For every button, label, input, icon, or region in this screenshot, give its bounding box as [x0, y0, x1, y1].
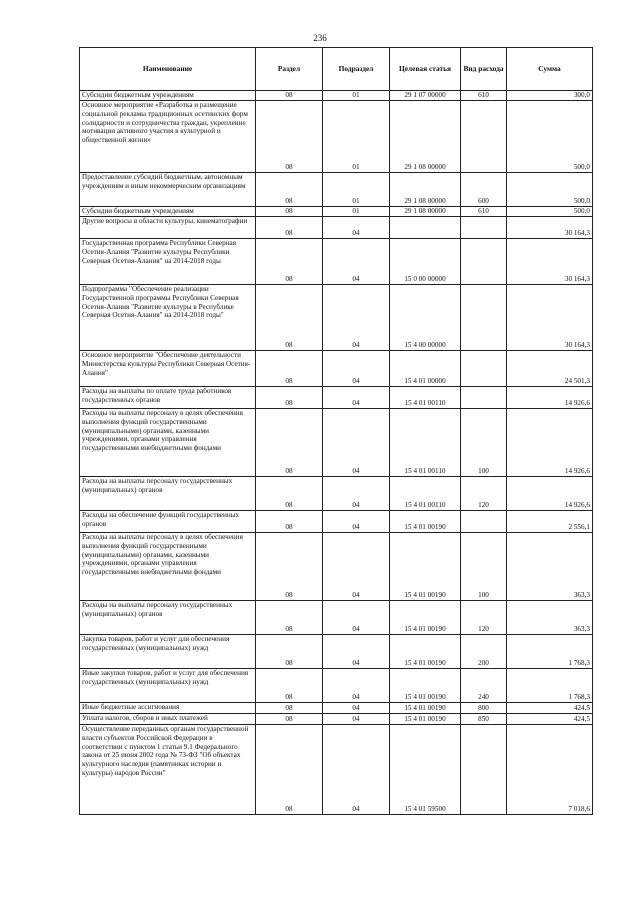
row-expense-type: 100 — [461, 409, 507, 477]
row-subsection: 01 — [323, 101, 390, 173]
row-subsection: 04 — [323, 703, 390, 714]
row-section: 08 — [256, 387, 323, 409]
row-target: 15 0 00 00000 — [390, 239, 461, 285]
table-row — [80, 601, 593, 635]
row-subsection: 04 — [323, 351, 390, 387]
row-section: 08 — [256, 285, 323, 351]
row-expense-type — [461, 511, 507, 533]
row-amount: 424,5 — [507, 714, 593, 725]
row-expense-type — [461, 351, 507, 387]
row-target: 29 1 07 00000 — [390, 91, 461, 101]
row-target — [390, 217, 461, 239]
row-target: 15 4 01 00190 — [390, 511, 461, 533]
row-subsection: 04 — [323, 511, 390, 533]
row-target: 15 4 01 00190 — [390, 533, 461, 601]
table-row — [80, 91, 593, 101]
row-target: 15 4 01 00190 — [390, 635, 461, 669]
table-row — [80, 173, 593, 207]
table-row — [80, 714, 593, 725]
row-name: Расходы на выплаты персоналу в целях обеспечения выполнения функций государственными (муниципальными) органами, казенными учреждениями, органами управления государственными внебюджетными фондами — [80, 409, 256, 477]
row-name: Закупка товаров, работ и услуг для обеспечения государственных (муниципальных) нужд — [80, 635, 256, 669]
row-name: Уплата налогов, сборов и иных платежей — [80, 714, 256, 725]
row-target: 29 1 08 00000 — [390, 101, 461, 173]
budget-table — [79, 47, 593, 815]
row-expense-type: 800 — [461, 703, 507, 714]
row-amount: 14 926,6 — [507, 387, 593, 409]
row-expense-type: 240 — [461, 669, 507, 703]
row-target: 15 4 01 00000 — [390, 351, 461, 387]
row-expense-type: 610 — [461, 91, 507, 101]
row-amount: 500,0 — [507, 101, 593, 173]
row-subsection: 04 — [323, 217, 390, 239]
row-amount: 363,3 — [507, 533, 593, 601]
row-subsection: 01 — [323, 173, 390, 207]
row-target: 15 4 01 00190 — [390, 714, 461, 725]
row-subsection: 04 — [323, 714, 390, 725]
row-name: Осуществление переданных органам государственной власти субъектов Российской Федерации в соответствии с пунктом 1 статьи 9.1 Федерального закона от 25 июня 2002 года № 73-ФЗ "Об объектах культурного наследия (памятниках истории и культуры) народов России" — [80, 725, 256, 815]
row-expense-type — [461, 387, 507, 409]
header-target: Целевая статья — [390, 48, 461, 91]
row-amount: 30 164,3 — [507, 285, 593, 351]
row-target: 29 1 08 00000 — [390, 207, 461, 217]
row-name: Расходы на выплаты персоналу государственных (муниципальных) органов — [80, 601, 256, 635]
row-amount: 363,3 — [507, 601, 593, 635]
row-expense-type: 120 — [461, 477, 507, 511]
table-row — [80, 387, 593, 409]
row-section: 08 — [256, 533, 323, 601]
table-row — [80, 207, 593, 217]
row-name: Другие вопросы в области культуры, кинематографии — [80, 217, 256, 239]
row-section: 08 — [256, 511, 323, 533]
table-row — [80, 533, 593, 601]
row-name: Государственная программа Республики Северная Осетия-Алания "Развитие культуры Республики Северная Осетия-Алания" на 2014-2018 годы — [80, 239, 256, 285]
row-name: Расходы на выплаты персоналу государственных (муниципальных) органов — [80, 477, 256, 511]
row-section: 08 — [256, 91, 323, 101]
row-expense-type: 600 — [461, 173, 507, 207]
row-name: Расходы на выплаты по оплате труда работников государственных органов — [80, 387, 256, 409]
header-section: Раздел — [256, 48, 323, 91]
table-row — [80, 511, 593, 533]
row-subsection: 01 — [323, 91, 390, 101]
row-section: 08 — [256, 669, 323, 703]
row-target: 15 4 00 00000 — [390, 285, 461, 351]
row-amount: 14 926,6 — [507, 409, 593, 477]
row-section: 08 — [256, 207, 323, 217]
row-amount: 1 768,3 — [507, 669, 593, 703]
row-subsection: 04 — [323, 409, 390, 477]
row-name: Расходы на обеспечение функций государственных органов — [80, 511, 256, 533]
row-target: 29 1 08 00000 — [390, 173, 461, 207]
table-row — [80, 351, 593, 387]
row-subsection: 04 — [323, 387, 390, 409]
row-amount: 30 164,3 — [507, 217, 593, 239]
table-row — [80, 703, 593, 714]
row-section: 08 — [256, 703, 323, 714]
row-section: 08 — [256, 351, 323, 387]
row-expense-type: 200 — [461, 635, 507, 669]
row-target: 15 4 01 00110 — [390, 409, 461, 477]
row-expense-type: 100 — [461, 533, 507, 601]
row-name: Иные бюджетные ассигнования — [80, 703, 256, 714]
row-name: Подпрограмма "Обеспечение реализации Государственной программы Республики Северная Осетия-Алания "Развитие культуры в Республике Северная Осетия-Алания" на 2014-2018 годы" — [80, 285, 256, 351]
row-subsection: 04 — [323, 601, 390, 635]
row-expense-type: 610 — [461, 207, 507, 217]
row-section: 08 — [256, 714, 323, 725]
header-subsection: Подраздел — [323, 48, 390, 91]
row-amount: 424,5 — [507, 703, 593, 714]
table-row — [80, 725, 593, 815]
row-amount: 300,0 — [507, 91, 593, 101]
row-name: Субсидии бюджетным учреждениям — [80, 207, 256, 217]
row-amount: 14 926,6 — [507, 477, 593, 511]
row-section: 08 — [256, 409, 323, 477]
row-name: Расходы на выплаты персоналу в целях обеспечения выполнения функций государственными (муниципальными) органами, казенными учреждениями, органами управления государственными внебюджетными фондами — [80, 533, 256, 601]
table-row — [80, 669, 593, 703]
row-section: 08 — [256, 601, 323, 635]
row-target: 15 4 01 00190 — [390, 703, 461, 714]
header-name: Наименование — [80, 48, 256, 91]
row-target: 15 4 01 00190 — [390, 669, 461, 703]
row-target: 15 4 01 00190 — [390, 601, 461, 635]
row-amount: 1 768,3 — [507, 635, 593, 669]
row-name: Основное мероприятие "Обеспечение деятельности Министерства культуры Республики Северная Осетия-Алания" — [80, 351, 256, 387]
row-name: Субсидии бюджетным учреждениям — [80, 91, 256, 101]
row-name: Иные закупки товаров, работ и услуг для обеспечения государственных (муниципальных) нужд — [80, 669, 256, 703]
table-row — [80, 217, 593, 239]
row-amount: 24 501,3 — [507, 351, 593, 387]
row-section: 08 — [256, 725, 323, 815]
row-subsection: 04 — [323, 725, 390, 815]
row-subsection: 04 — [323, 533, 390, 601]
row-subsection: 04 — [323, 285, 390, 351]
table-header-row — [80, 48, 593, 91]
row-name: Предоставление субсидий бюджетным, автономным учреждениям и иным некоммерческим организациям — [80, 173, 256, 207]
row-subsection: 04 — [323, 239, 390, 285]
row-subsection: 04 — [323, 635, 390, 669]
row-section: 08 — [256, 239, 323, 285]
row-target: 15 4 01 59500 — [390, 725, 461, 815]
row-amount: 500,0 — [507, 173, 593, 207]
row-subsection: 04 — [323, 477, 390, 511]
table-row — [80, 635, 593, 669]
row-expense-type: 120 — [461, 601, 507, 635]
table-row — [80, 239, 593, 285]
table-row — [80, 477, 593, 511]
row-subsection: 04 — [323, 669, 390, 703]
row-section: 08 — [256, 635, 323, 669]
table-row — [80, 285, 593, 351]
row-section: 08 — [256, 173, 323, 207]
row-expense-type — [461, 217, 507, 239]
header-expense-type: Вид расхода — [461, 48, 507, 91]
row-expense-type — [461, 725, 507, 815]
row-amount: 2 556,1 — [507, 511, 593, 533]
row-amount: 30 164,3 — [507, 239, 593, 285]
header-amount: Сумма — [507, 48, 593, 91]
row-target: 15 4 01 00110 — [390, 387, 461, 409]
row-amount: 500,0 — [507, 207, 593, 217]
row-expense-type — [461, 239, 507, 285]
row-name: Основное мероприятие «Разработка и размещение социальной рекламы традиционных осетинских форм солидарности и сотрудничества граждан, укрепление мотивации активного участия в культурной и общественной жизни» — [80, 101, 256, 173]
table-row — [80, 101, 593, 173]
row-amount: 7 018,6 — [507, 725, 593, 815]
row-section: 08 — [256, 477, 323, 511]
row-subsection: 01 — [323, 207, 390, 217]
row-expense-type — [461, 101, 507, 173]
table-row — [80, 409, 593, 477]
row-section: 08 — [256, 101, 323, 173]
row-section: 08 — [256, 217, 323, 239]
row-target: 15 4 01 00110 — [390, 477, 461, 511]
row-expense-type — [461, 285, 507, 351]
row-expense-type: 850 — [461, 714, 507, 725]
page-number: 236 — [313, 33, 327, 43]
